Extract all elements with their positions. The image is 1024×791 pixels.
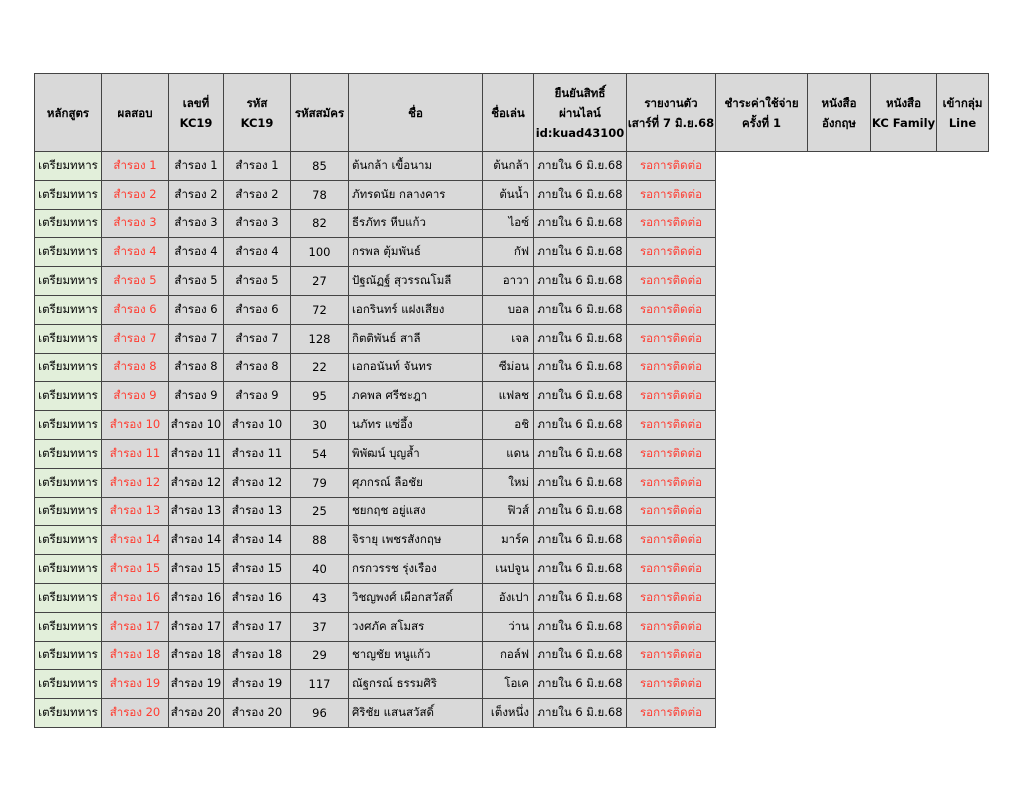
cell-result: สำรอง 12 xyxy=(102,468,169,497)
table-body xyxy=(35,152,989,728)
cell-kc19-code: สำรอง 20 xyxy=(224,699,291,728)
table-row xyxy=(35,295,989,324)
cell-apply-code: 30 xyxy=(291,411,349,440)
cell-apply-code: 82 xyxy=(291,209,349,238)
table-row xyxy=(35,353,989,382)
cell-result: สำรอง 15 xyxy=(102,555,169,584)
cell-course: เตรียมทหาร xyxy=(35,267,102,296)
cell-course: เตรียมทหาร xyxy=(35,583,102,612)
cell-name: วิชญพงศ์ เผือกสวัสดิ์ xyxy=(349,583,483,612)
cell-confirm: ภายใน 6 มิ.ย.68 xyxy=(534,670,627,699)
header-name: ชื่อ xyxy=(349,74,483,152)
header-payment: ชำระค่าใช้จ่าย ครั้งที่ 1 xyxy=(716,74,808,152)
table-row xyxy=(35,324,989,353)
cell-name: ต้นกล้า เขื้อนาม xyxy=(349,152,483,181)
header-confirm: ยืนยันสิทธิ์ ผ่านไลน์ id:kuad43100 xyxy=(534,74,627,152)
cell-course: เตรียมทหาร xyxy=(35,439,102,468)
cell-report-status: รอการติดต่อ xyxy=(627,612,716,641)
cell-kc19-no: สำรอง 15 xyxy=(169,555,224,584)
cell-apply-code: 79 xyxy=(291,468,349,497)
cell-course: เตรียมทหาร xyxy=(35,238,102,267)
cell-nickname: ฟิวส์ xyxy=(483,497,534,526)
cell-apply-code: 22 xyxy=(291,353,349,382)
cell-name: ธีรภัทร หีบแก้ว xyxy=(349,209,483,238)
cell-nickname: ซีม่อน xyxy=(483,353,534,382)
table-row xyxy=(35,238,989,267)
cell-nickname: อชิ xyxy=(483,411,534,440)
cell-confirm: ภายใน 6 มิ.ย.68 xyxy=(534,699,627,728)
cell-kc19-no: สำรอง 7 xyxy=(169,324,224,353)
cell-result: สำรอง 17 xyxy=(102,612,169,641)
cell-kc19-code: สำรอง 10 xyxy=(224,411,291,440)
cell-result: สำรอง 3 xyxy=(102,209,169,238)
cell-kc19-no: สำรอง 19 xyxy=(169,670,224,699)
cell-result: สำรอง 5 xyxy=(102,267,169,296)
cell-nickname: กัฟ xyxy=(483,238,534,267)
header-line-group: เข้ากลุ่ม Line xyxy=(937,74,989,152)
cell-course: เตรียมทหาร xyxy=(35,382,102,411)
cell-report-status: รอการติดต่อ xyxy=(627,267,716,296)
cell-report-status: รอการติดต่อ xyxy=(627,295,716,324)
cell-report-status: รอการติดต่อ xyxy=(627,699,716,728)
cell-kc19-no: สำรอง 17 xyxy=(169,612,224,641)
cell-apply-code: 88 xyxy=(291,526,349,555)
reserve-list-table xyxy=(34,73,989,728)
cell-result: สำรอง 9 xyxy=(102,382,169,411)
table-row xyxy=(35,555,989,584)
cell-kc19-code: สำรอง 14 xyxy=(224,526,291,555)
cell-nickname: เต็งหนึ่ง xyxy=(483,699,534,728)
cell-confirm: ภายใน 6 มิ.ย.68 xyxy=(534,555,627,584)
cell-nickname: เนปจูน xyxy=(483,555,534,584)
cell-course: เตรียมทหาร xyxy=(35,353,102,382)
cell-kc19-no: สำรอง 20 xyxy=(169,699,224,728)
cell-report-status: รอการติดต่อ xyxy=(627,382,716,411)
cell-course: เตรียมทหาร xyxy=(35,526,102,555)
header-report: รายงานตัว เสาร์ที่ 7 มิ.ย.68 xyxy=(627,74,716,152)
cell-name: เอกอนันท์ จันทร xyxy=(349,353,483,382)
cell-kc19-no: สำรอง 1 xyxy=(169,152,224,181)
cell-name: ณัฐกรณ์ ธรรมศิริ xyxy=(349,670,483,699)
cell-result: สำรอง 8 xyxy=(102,353,169,382)
cell-kc19-code: สำรอง 8 xyxy=(224,353,291,382)
cell-confirm: ภายใน 6 มิ.ย.68 xyxy=(534,526,627,555)
cell-kc19-no: สำรอง 18 xyxy=(169,641,224,670)
cell-kc19-no: สำรอง 16 xyxy=(169,583,224,612)
cell-course: เตรียมทหาร xyxy=(35,555,102,584)
cell-confirm: ภายใน 6 มิ.ย.68 xyxy=(534,267,627,296)
cell-result: สำรอง 14 xyxy=(102,526,169,555)
cell-confirm: ภายใน 6 มิ.ย.68 xyxy=(534,468,627,497)
cell-apply-code: 29 xyxy=(291,641,349,670)
cell-nickname: มาร์ค xyxy=(483,526,534,555)
cell-nickname: ว่าน xyxy=(483,612,534,641)
table-row xyxy=(35,526,989,555)
cell-result: สำรอง 16 xyxy=(102,583,169,612)
cell-report-status: รอการติดต่อ xyxy=(627,670,716,699)
cell-confirm: ภายใน 6 มิ.ย.68 xyxy=(534,295,627,324)
header-nickname: ชื่อเล่น xyxy=(483,74,534,152)
header-result: ผลสอบ xyxy=(102,74,169,152)
cell-kc19-no: สำรอง 5 xyxy=(169,267,224,296)
cell-nickname: แฟลช xyxy=(483,382,534,411)
table-row xyxy=(35,670,989,699)
cell-nickname: อังเปา xyxy=(483,583,534,612)
table-row xyxy=(35,411,989,440)
cell-kc19-no: สำรอง 6 xyxy=(169,295,224,324)
cell-report-status: รอการติดต่อ xyxy=(627,353,716,382)
cell-apply-code: 128 xyxy=(291,324,349,353)
cell-result: สำรอง 10 xyxy=(102,411,169,440)
cell-kc19-code: สำรอง 1 xyxy=(224,152,291,181)
cell-confirm: ภายใน 6 มิ.ย.68 xyxy=(534,324,627,353)
cell-confirm: ภายใน 6 มิ.ย.68 xyxy=(534,238,627,267)
cell-apply-code: 25 xyxy=(291,497,349,526)
table-row xyxy=(35,180,989,209)
cell-name: เอกรินทร์ แฝงเสียง xyxy=(349,295,483,324)
cell-name: ศิริชัย แสนสวัสดิ์ xyxy=(349,699,483,728)
cell-apply-code: 40 xyxy=(291,555,349,584)
cell-name: วงศภัค สโมสร xyxy=(349,612,483,641)
cell-nickname: กอล์ฟ xyxy=(483,641,534,670)
cell-report-status: รอการติดต่อ xyxy=(627,411,716,440)
cell-course: เตรียมทหาร xyxy=(35,152,102,181)
cell-apply-code: 43 xyxy=(291,583,349,612)
table-row xyxy=(35,468,989,497)
cell-name: กรกวรรช รุ่งเรือง xyxy=(349,555,483,584)
cell-kc19-code: สำรอง 11 xyxy=(224,439,291,468)
cell-course: เตรียมทหาร xyxy=(35,641,102,670)
cell-course: เตรียมทหาร xyxy=(35,295,102,324)
header-apply-code: รหัสสมัคร xyxy=(291,74,349,152)
cell-kc19-no: สำรอง 14 xyxy=(169,526,224,555)
cell-confirm: ภายใน 6 มิ.ย.68 xyxy=(534,180,627,209)
cell-report-status: รอการติดต่อ xyxy=(627,526,716,555)
cell-nickname: เจล xyxy=(483,324,534,353)
cell-course: เตรียมทหาร xyxy=(35,612,102,641)
cell-confirm: ภายใน 6 มิ.ย.68 xyxy=(534,612,627,641)
cell-nickname: ใหม่ xyxy=(483,468,534,497)
cell-name: ศุภกรณ์ ลือชัย xyxy=(349,468,483,497)
cell-kc19-no: สำรอง 12 xyxy=(169,468,224,497)
cell-kc19-code: สำรอง 18 xyxy=(224,641,291,670)
header-family-book: หนังสือ KC Family xyxy=(871,74,937,152)
cell-name: ปัฐณัฏฐ์ สุวรรณโมลี xyxy=(349,267,483,296)
table-row xyxy=(35,583,989,612)
header-kc19-no: เลขที่ KC19 xyxy=(169,74,224,152)
cell-report-status: รอการติดต่อ xyxy=(627,180,716,209)
cell-kc19-no: สำรอง 13 xyxy=(169,497,224,526)
cell-nickname: อาวา xyxy=(483,267,534,296)
cell-report-status: รอการติดต่อ xyxy=(627,468,716,497)
cell-name: กรพล ตุ้มพันธ์ xyxy=(349,238,483,267)
cell-result: สำรอง 11 xyxy=(102,439,169,468)
cell-course: เตรียมทหาร xyxy=(35,699,102,728)
table-row xyxy=(35,382,989,411)
cell-result: สำรอง 2 xyxy=(102,180,169,209)
cell-name: ชาญชัย หนูแก้ว xyxy=(349,641,483,670)
cell-nickname: ไอซ์ xyxy=(483,209,534,238)
cell-name: ชยกฤช อยู่แสง xyxy=(349,497,483,526)
cell-result: สำรอง 13 xyxy=(102,497,169,526)
cell-nickname: ต้นน้ำ xyxy=(483,180,534,209)
table-row xyxy=(35,209,989,238)
cell-apply-code: 37 xyxy=(291,612,349,641)
cell-kc19-code: สำรอง 6 xyxy=(224,295,291,324)
table-row xyxy=(35,699,989,728)
cell-kc19-no: สำรอง 8 xyxy=(169,353,224,382)
cell-confirm: ภายใน 6 มิ.ย.68 xyxy=(534,439,627,468)
cell-report-status: รอการติดต่อ xyxy=(627,209,716,238)
cell-confirm: ภายใน 6 มิ.ย.68 xyxy=(534,382,627,411)
cell-result: สำรอง 20 xyxy=(102,699,169,728)
cell-result: สำรอง 6 xyxy=(102,295,169,324)
header-kc19-code: รหัส KC19 xyxy=(224,74,291,152)
cell-result: สำรอง 18 xyxy=(102,641,169,670)
cell-apply-code: 96 xyxy=(291,699,349,728)
cell-kc19-code: สำรอง 16 xyxy=(224,583,291,612)
cell-name: กิตติพันธ์ สาลี xyxy=(349,324,483,353)
cell-confirm: ภายใน 6 มิ.ย.68 xyxy=(534,583,627,612)
cell-report-status: รอการติดต่อ xyxy=(627,555,716,584)
table-row xyxy=(35,267,989,296)
cell-kc19-code: สำรอง 2 xyxy=(224,180,291,209)
cell-apply-code: 78 xyxy=(291,180,349,209)
cell-kc19-code: สำรอง 15 xyxy=(224,555,291,584)
cell-kc19-no: สำรอง 4 xyxy=(169,238,224,267)
cell-kc19-no: สำรอง 10 xyxy=(169,411,224,440)
cell-nickname: บอล xyxy=(483,295,534,324)
cell-name: พิพัฒน์ บุญล้ำ xyxy=(349,439,483,468)
table-row xyxy=(35,612,989,641)
table-row xyxy=(35,641,989,670)
cell-nickname: แดน xyxy=(483,439,534,468)
table-row xyxy=(35,152,989,181)
cell-kc19-code: สำรอง 19 xyxy=(224,670,291,699)
cell-report-status: รอการติดต่อ xyxy=(627,439,716,468)
cell-kc19-no: สำรอง 11 xyxy=(169,439,224,468)
cell-apply-code: 27 xyxy=(291,267,349,296)
cell-course: เตรียมทหาร xyxy=(35,209,102,238)
cell-report-status: รอการติดต่อ xyxy=(627,583,716,612)
cell-nickname: โอเค xyxy=(483,670,534,699)
cell-kc19-code: สำรอง 12 xyxy=(224,468,291,497)
header-row xyxy=(35,74,989,152)
cell-confirm: ภายใน 6 มิ.ย.68 xyxy=(534,411,627,440)
cell-result: สำรอง 19 xyxy=(102,670,169,699)
cell-course: เตรียมทหาร xyxy=(35,670,102,699)
cell-confirm: ภายใน 6 มิ.ย.68 xyxy=(534,209,627,238)
cell-name: จิรายุ เพชรสังกฤษ xyxy=(349,526,483,555)
table-row xyxy=(35,439,989,468)
header-course: หลักสูตร xyxy=(35,74,102,152)
cell-name: นภัทร แซ่อึ้ง xyxy=(349,411,483,440)
cell-course: เตรียมทหาร xyxy=(35,324,102,353)
cell-apply-code: 95 xyxy=(291,382,349,411)
cell-confirm: ภายใน 6 มิ.ย.68 xyxy=(534,152,627,181)
cell-course: เตรียมทหาร xyxy=(35,468,102,497)
cell-kc19-code: สำรอง 17 xyxy=(224,612,291,641)
cell-kc19-code: สำรอง 9 xyxy=(224,382,291,411)
cell-name: ภคพล ศรีชะฎา xyxy=(349,382,483,411)
cell-kc19-code: สำรอง 7 xyxy=(224,324,291,353)
cell-confirm: ภายใน 6 มิ.ย.68 xyxy=(534,497,627,526)
cell-report-status: รอการติดต่อ xyxy=(627,152,716,181)
header-english-book: หนังสือ อังกฤษ xyxy=(808,74,871,152)
cell-report-status: รอการติดต่อ xyxy=(627,641,716,670)
cell-kc19-code: สำรอง 4 xyxy=(224,238,291,267)
cell-kc19-no: สำรอง 2 xyxy=(169,180,224,209)
cell-result: สำรอง 1 xyxy=(102,152,169,181)
cell-name: ภัทรดนัย กลางคาร xyxy=(349,180,483,209)
cell-kc19-no: สำรอง 3 xyxy=(169,209,224,238)
cell-course: เตรียมทหาร xyxy=(35,180,102,209)
cell-kc19-code: สำรอง 5 xyxy=(224,267,291,296)
cell-confirm: ภายใน 6 มิ.ย.68 xyxy=(534,353,627,382)
cell-apply-code: 54 xyxy=(291,439,349,468)
cell-apply-code: 100 xyxy=(291,238,349,267)
cell-report-status: รอการติดต่อ xyxy=(627,497,716,526)
cell-kc19-code: สำรอง 3 xyxy=(224,209,291,238)
cell-apply-code: 85 xyxy=(291,152,349,181)
cell-result: สำรอง 7 xyxy=(102,324,169,353)
cell-course: เตรียมทหาร xyxy=(35,497,102,526)
cell-course: เตรียมทหาร xyxy=(35,411,102,440)
cell-result: สำรอง 4 xyxy=(102,238,169,267)
cell-kc19-no: สำรอง 9 xyxy=(169,382,224,411)
cell-confirm: ภายใน 6 มิ.ย.68 xyxy=(534,641,627,670)
cell-nickname: ต้นกล้า xyxy=(483,152,534,181)
cell-report-status: รอการติดต่อ xyxy=(627,324,716,353)
cell-apply-code: 117 xyxy=(291,670,349,699)
cell-kc19-code: สำรอง 13 xyxy=(224,497,291,526)
cell-apply-code: 72 xyxy=(291,295,349,324)
table-row xyxy=(35,497,989,526)
cell-report-status: รอการติดต่อ xyxy=(627,238,716,267)
